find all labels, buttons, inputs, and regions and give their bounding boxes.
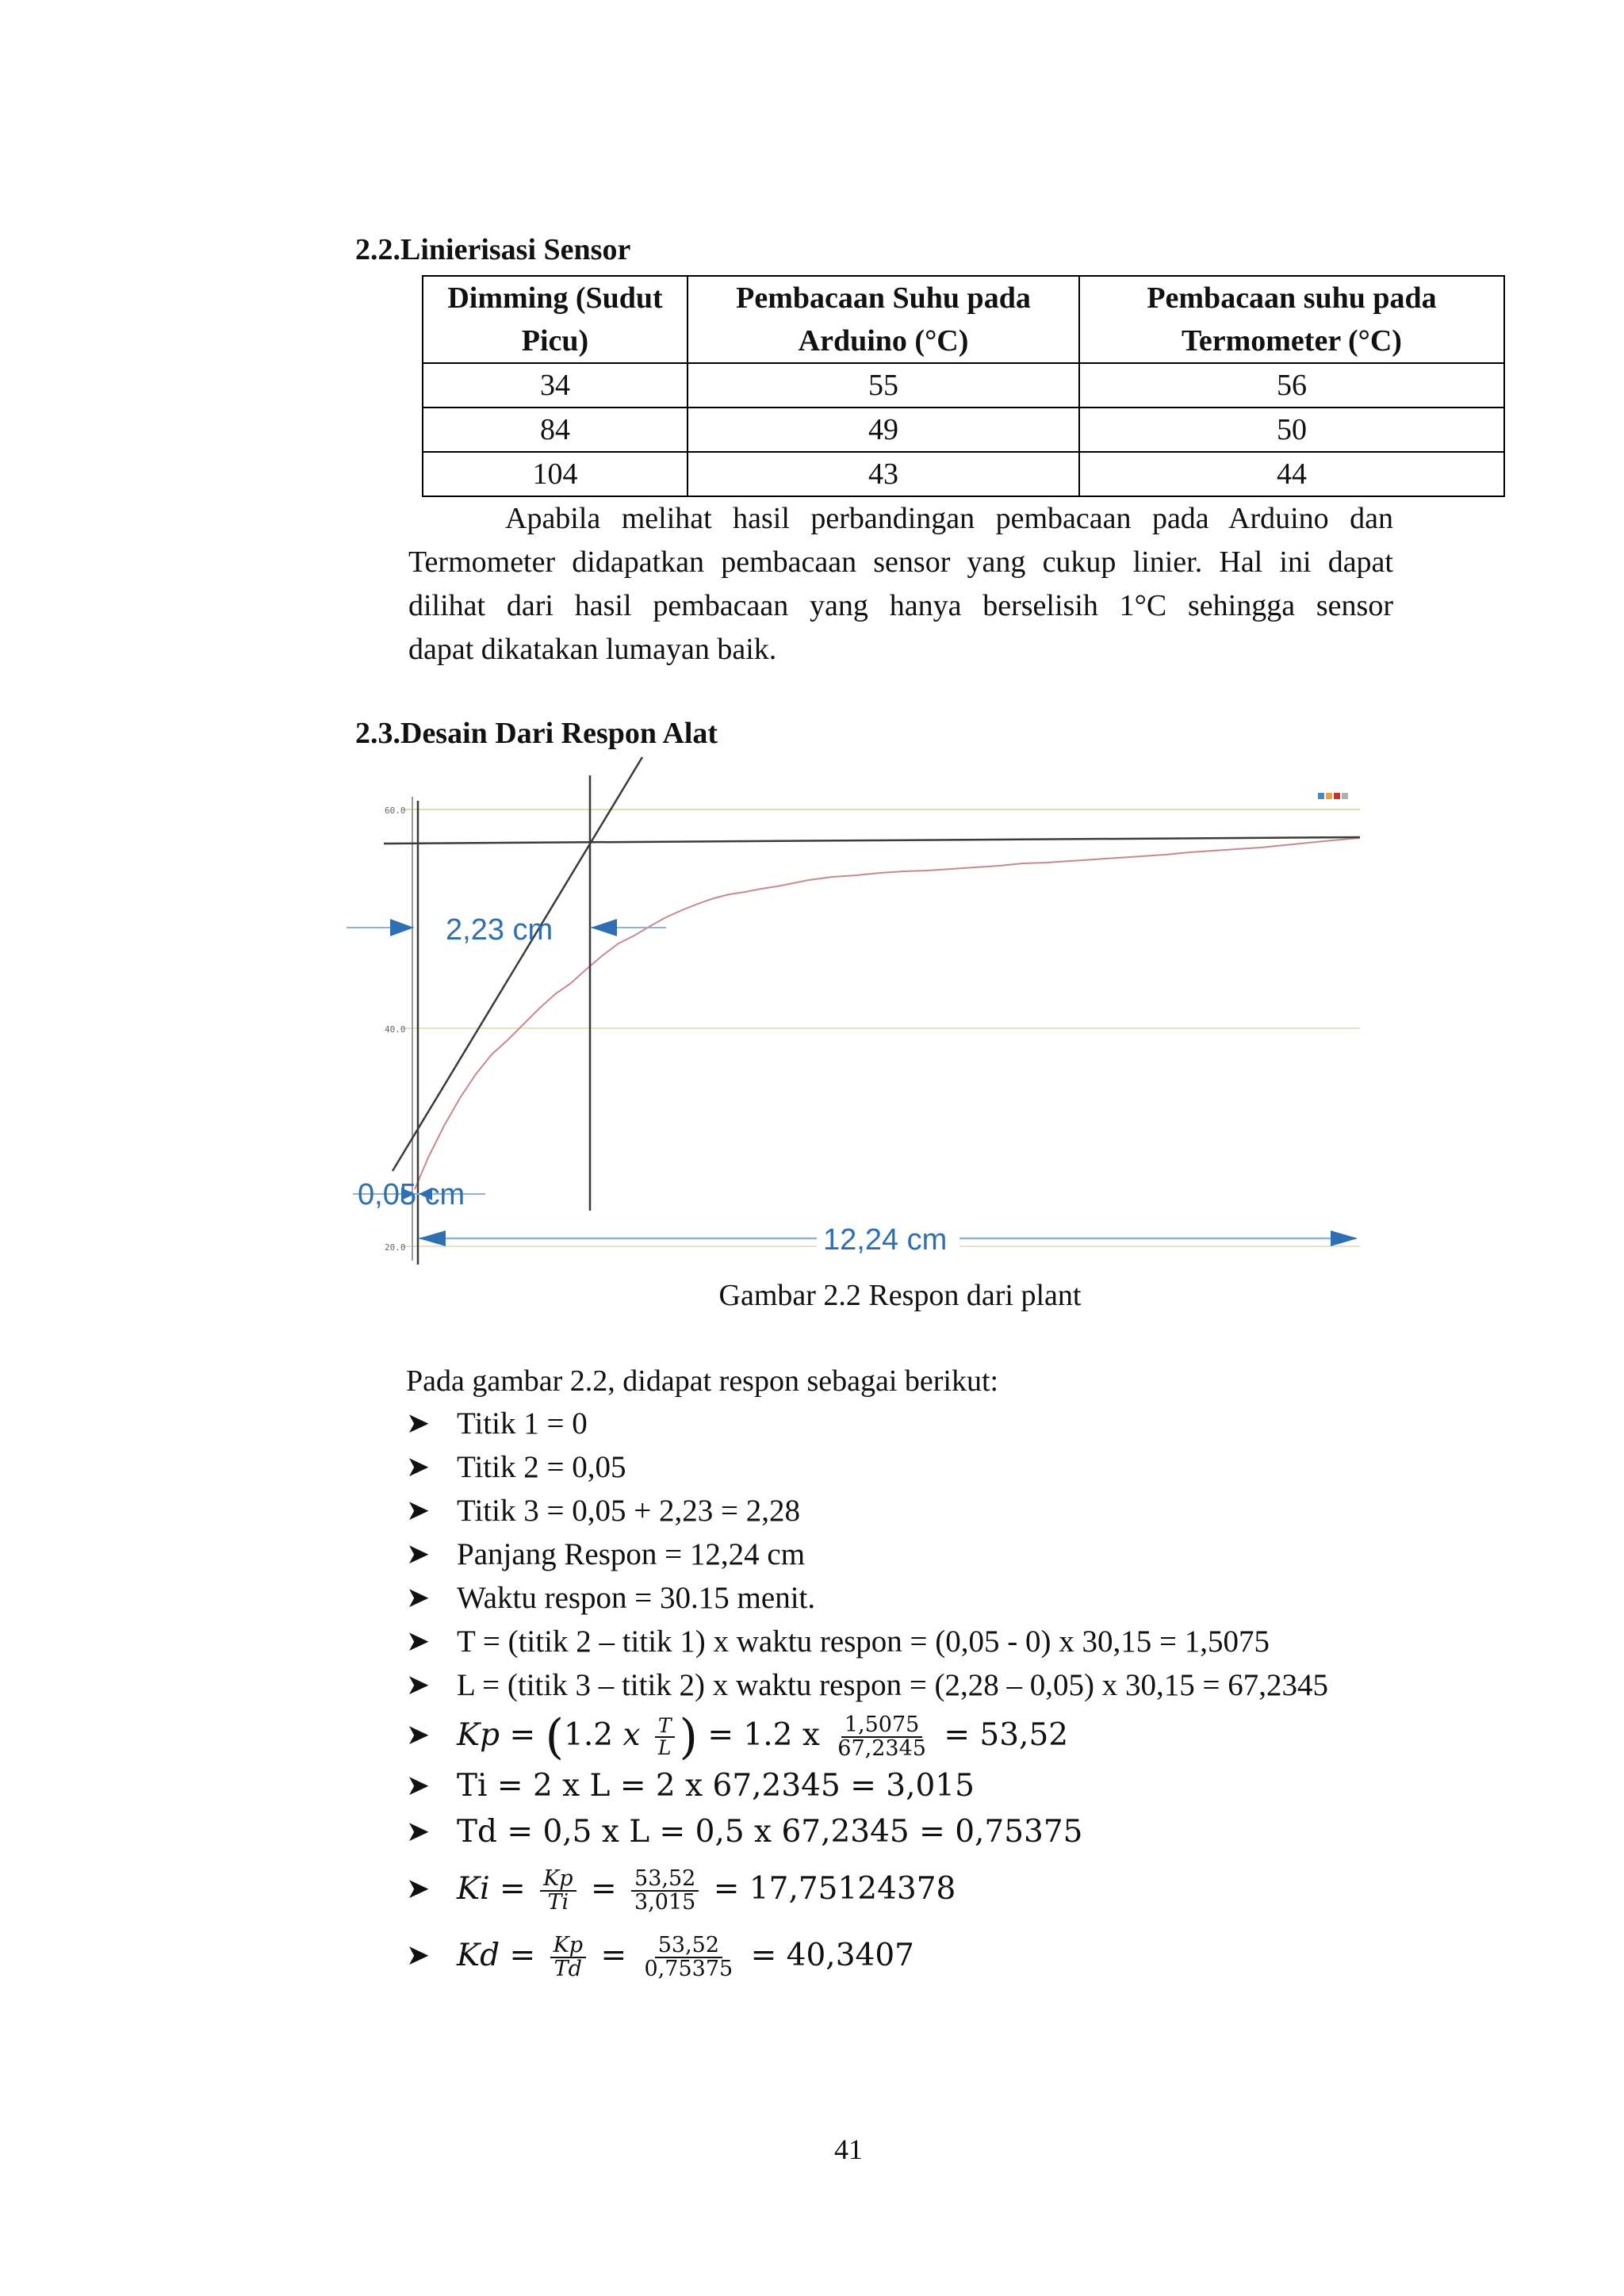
list-item: ➤ Titik 2 = 0,05 [406, 1445, 1532, 1489]
formula-kp: ➤ Kp = (1.2 x $\frac{T}{L}$ ) = 1.2 x $\frac{1,5075}{67,2345}$ = 53,52 [406, 1707, 1532, 1764]
table-cell: 84 [423, 408, 688, 452]
table-row [423, 408, 1504, 452]
legend-swatch [1334, 793, 1340, 799]
arrowhead-bullet-icon: ➤ [406, 1719, 431, 1751]
section-heading-linierisasi: 2.2.Linierisasi Sensor [355, 233, 631, 266]
formula-ti: ➤ Ti = 2 x L = 2 x 67,2345 = 3,015 [406, 1764, 1532, 1808]
table-header-row [423, 276, 1504, 363]
formula-ki: ➤ Ki = $\frac{Kp}{Ti}$ = $\frac{53,52}{3,015}$ = 17,75124378 [406, 1856, 1532, 1923]
formula-td: ➤ Td = 0,5 x L = 0,5 x 67,2345 = 0,75375 [406, 1808, 1532, 1856]
arrow-left-icon [419, 1230, 446, 1246]
figure-caption: Gambar 2.2 Respon dari plant [718, 1279, 1082, 1312]
y-tick-label: 60.0 [385, 806, 406, 816]
table-cell: 49 [688, 408, 1079, 452]
table-cell: 43 [688, 452, 1079, 496]
table-row [423, 363, 1504, 408]
arrowhead-bullet-icon: ➤ [406, 1625, 431, 1658]
arrowhead-bullet-icon: ➤ [406, 1770, 431, 1802]
table-cell: 44 [1079, 452, 1504, 496]
arrowhead-bullet-icon: ➤ [406, 1451, 431, 1483]
table-cell: 55 [688, 363, 1079, 408]
list-item: ➤ Panjang Respon = 12,24 cm [406, 1533, 1532, 1576]
linearization-table [422, 275, 1505, 497]
final-value-line [384, 837, 1360, 844]
table-cell: 34 [423, 363, 688, 408]
list-item: ➤ Waktu respon = 30.15 menit. [406, 1576, 1532, 1620]
response-figure [341, 753, 1380, 1276]
header-dimming: Dimming (Sudut Picu) [423, 276, 688, 363]
arrowhead-bullet-icon: ➤ [406, 1494, 431, 1527]
linearization-paragraph [408, 497, 1393, 672]
annotation-2-23: 2,23 cm [446, 913, 553, 947]
header-arduino: Pembacaan Suhu pada Arduino (°C) [688, 276, 1079, 363]
arrowhead-bullet-icon: ➤ [406, 1538, 431, 1571]
table-row [423, 452, 1504, 496]
header-termometer: Pembacaan suhu pada Termometer (°C) [1079, 276, 1504, 363]
legend-swatch [1326, 793, 1332, 799]
arrowhead-bullet-icon: ➤ [406, 1939, 431, 1972]
arrow-right-icon [1331, 1230, 1358, 1246]
response-curve [415, 838, 1360, 1189]
annotation-12-24: 12,24 cm [823, 1223, 948, 1257]
intro-text: Pada gambar 2.2, didapat respon sebagai berikut: [406, 1364, 999, 1398]
legend-swatch [1318, 793, 1324, 799]
table-cell: 104 [423, 452, 688, 496]
list-item: ➤ L = (titik 3 – titik 2) x waktu respon = (2,28 – 0,05) x 30,15 = 67,2345 [406, 1663, 1532, 1707]
table-cell: 56 [1079, 363, 1504, 408]
paragraph-line: Termometer didapatkan pembacaan sensor yang cukup linier. Hal ini dapat [408, 545, 1393, 579]
arrowhead-bullet-icon: ➤ [406, 1407, 431, 1440]
table-cell: 50 [1079, 408, 1504, 452]
arrowhead-bullet-icon: ➤ [406, 1873, 431, 1905]
arrow-left-icon [591, 919, 617, 936]
list-item: ➤ T = (titik 2 – titik 1) x waktu respon = (0,05 - 0) x 30,15 = 1,5075 [406, 1620, 1532, 1663]
y-tick-label: 40.0 [385, 1024, 406, 1035]
result-list [406, 1402, 1532, 1989]
paragraph-line: dilihat dari hasil pembacaan yang hanya berselisih 1°C sehingga sensor [408, 589, 1393, 622]
paragraph-line: dapat dikatakan lumayan baik. [408, 633, 777, 666]
arrowhead-bullet-icon: ➤ [406, 1816, 431, 1848]
tangent-line [393, 757, 642, 1171]
list-item: ➤ Titik 3 = 0,05 + 2,23 = 2,28 [406, 1489, 1532, 1533]
paragraph-line: Apabila melihat hasil perbandingan pembacaan pada Arduino dan [505, 502, 1393, 535]
y-tick-label: 20.0 [385, 1242, 406, 1253]
page-number: 41 [834, 2133, 863, 2165]
formula-kd: ➤ Kd = $\frac{Kp}{Td}$ = $\frac{53,52}{0,75375}$ = 40,3407 [406, 1923, 1532, 1989]
arrow-right-icon [390, 919, 414, 936]
arrowhead-bullet-icon: ➤ [406, 1669, 431, 1701]
arrowhead-bullet-icon: ➤ [406, 1582, 431, 1614]
section-heading-desain: 2.3.Desain Dari Respon Alat [355, 717, 718, 750]
annotation-0-05: 0,05 cm [358, 1178, 465, 1211]
list-item: ➤ Titik 1 = 0 [406, 1402, 1532, 1445]
legend-swatch [1342, 793, 1348, 799]
